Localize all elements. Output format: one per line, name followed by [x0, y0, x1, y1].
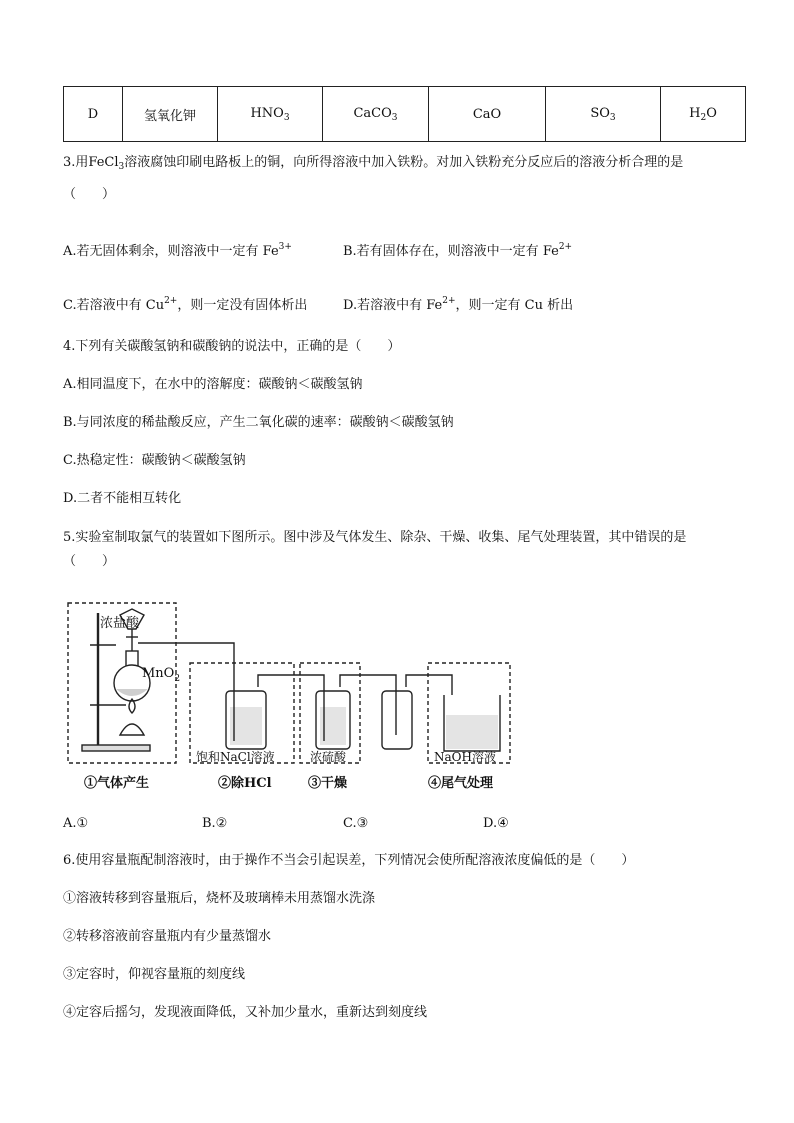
q3-option-c[interactable] [63, 292, 307, 315]
q4-stem: 4.下列有关碳酸氢钠和碳酸钠的说法中，正确的是（ ） [63, 339, 401, 354]
subscript: 3 [118, 162, 125, 172]
q3-option-d[interactable] [343, 292, 573, 315]
q5-option-a[interactable]: A.① [63, 816, 89, 831]
q3-stem [63, 154, 683, 176]
beaker-liquid [446, 715, 498, 749]
q5-option-d[interactable]: D.④ [483, 816, 509, 831]
mno2-label-sub: 2 [174, 674, 181, 684]
q4-option-c[interactable]: C.热稳定性：碳酸钠＜碳酸氢钠 [63, 453, 246, 468]
q3-option-b[interactable] [343, 238, 572, 261]
reagent-table [63, 86, 746, 142]
superscript: 2+ [442, 296, 456, 306]
q6-stem: 6.使用容量瓶配制溶液时，由于操作不当会引起误差，下列情况会使所配溶液浓度偏低的是（ ） [63, 853, 635, 868]
beaker-label-text: NaOH溶液 [434, 750, 496, 764]
table-cell [218, 87, 323, 142]
q5-option-b[interactable]: B.② [202, 816, 228, 831]
table-cell [661, 87, 746, 142]
cell-text: D [87, 106, 99, 122]
acid-label-text: 浓盐酸 [100, 616, 140, 631]
table-cell-label [64, 87, 123, 142]
caption-1 [84, 775, 149, 791]
option-text: B.若有固体存在，则溶液中一定有 Fe [343, 244, 559, 259]
q3-stem-b: 溶液腐蚀印刷电路板上的铜，向所得溶液中加入铁粉。对加入铁粉充分反应后的溶液分析合理的是 [124, 155, 684, 170]
cell-text: SO [590, 105, 610, 121]
q3-option-a[interactable] [63, 238, 292, 261]
q4-option-d[interactable]: D.二者不能相互转化 [63, 491, 182, 506]
superscript: 2+ [164, 296, 178, 306]
bottle2-label [310, 749, 347, 764]
gas-tube-3 [340, 675, 396, 687]
bottle1-label [196, 749, 275, 764]
q4-option-a[interactable]: A.相同温度下，在水中的溶解度：碳酸钠＜碳酸氢钠 [63, 377, 363, 392]
q3-blank: （ ） [63, 187, 116, 202]
q4-option-b[interactable]: B.与同浓度的稀盐酸反应，产生二氧化碳的速率：碳酸钠＜碳酸氢钠 [63, 415, 454, 430]
collection-bottle [382, 691, 412, 749]
cell-text: O [706, 105, 717, 121]
q3-stem-a: 3.用 [63, 155, 89, 170]
q6-item-2: ②转移溶液前容量瓶内有少量蒸馏水 [63, 929, 272, 944]
cell-text: 氢氧化钾 [143, 108, 196, 124]
table-row [64, 87, 746, 142]
stand-base [82, 745, 150, 751]
option-text: C.若溶液中有 Cu [63, 298, 165, 313]
gas-tube-2 [258, 675, 324, 687]
subscript: 3 [283, 112, 290, 123]
table-cell [323, 87, 429, 142]
chlorine-apparatus-diagram [60, 595, 520, 800]
superscript: 2+ [558, 242, 573, 252]
caption-4 [428, 775, 494, 791]
q5-blank: （ ） [63, 554, 116, 569]
option-text: ，则一定没有固体析出 [177, 298, 308, 313]
subscript: 3 [391, 112, 398, 123]
caption-1-text: ①气体产生 [84, 776, 150, 791]
table-cell [546, 87, 661, 142]
bottle2-label-text: 浓硫酸 [310, 750, 347, 764]
bottle1-liquid [230, 707, 262, 745]
beaker-label [434, 749, 496, 764]
cell-text: HNO [250, 105, 284, 121]
caption-3-text: ③干燥 [308, 776, 348, 791]
table-cell [429, 87, 546, 142]
q6-item-3: ③定容时，仰视容量瓶的刻度线 [63, 967, 246, 982]
option-text: A.若无固体剩余，则溶液中一定有 Fe [63, 244, 279, 259]
option-text: D.若溶液中有 Fe [343, 298, 443, 313]
caption-4-text: ④尾气处理 [428, 776, 494, 791]
table-cell [123, 87, 218, 142]
q3-formula: FeCl [88, 155, 119, 170]
bottle1-label-text: 饱和NaCl溶液 [196, 750, 275, 764]
acid-label [100, 615, 140, 631]
q5-option-c[interactable]: C.③ [343, 816, 369, 831]
q6-item-1: ①溶液转移到容量瓶后，烧杯及玻璃棒未用蒸馏水洗涤 [63, 891, 376, 906]
cell-text: H [689, 105, 701, 121]
cell-text: CaCO [353, 105, 392, 121]
caption-2 [218, 775, 272, 791]
subscript: 3 [609, 112, 616, 123]
q5-stem: 5.实验室制取氯气的装置如下图所示。图中涉及气体发生、除杂、干燥、收集、尾气处理装置，其中错误的是 [63, 530, 687, 545]
alcohol-lamp [120, 724, 144, 735]
option-text: ，则一定有 Cu 析出 [455, 298, 574, 313]
caption-3 [308, 775, 347, 791]
subscript: 2 [700, 112, 707, 123]
superscript: 3+ [278, 242, 292, 252]
mno2-label-text: MnO [142, 666, 175, 681]
caption-2-text: ②除HCl [218, 776, 272, 791]
cell-text: CaO [472, 106, 502, 122]
q6-item-4: ④定容后摇匀，发现液面降低，又补加少量水，重新达到刻度线 [63, 1005, 428, 1020]
